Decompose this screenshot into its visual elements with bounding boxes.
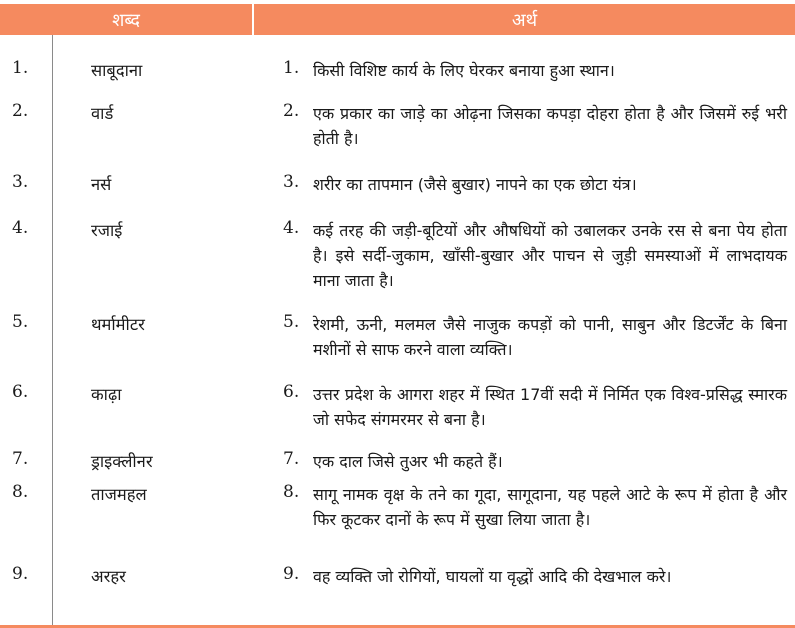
row-number: 7. [12, 449, 29, 469]
meaning-cell: कई तरह की जड़ी-बूटियों और औषधियों को उबालकर उनके रस से बना पेय होता है। इसे सर्दी-जुकाम, खाँसी-बुखार और पाचन से जुड़ी समस्याओं में लाभदायक माना जाता है। [313, 221, 787, 290]
word-cell: ड्राइक्लीनर [91, 452, 153, 471]
word-cell: थर्मामीटर [91, 315, 145, 334]
meaning-number: 5. [283, 312, 300, 332]
row-number: 9. [12, 564, 29, 584]
meaning-number: 7. [283, 449, 300, 469]
meaning-number: 8. [283, 482, 300, 502]
meaning-number: 4. [283, 218, 300, 238]
row-number: 3. [12, 172, 29, 192]
meaning-cell: किसी विशिष्ट कार्य के लिए घेरकर बनाया हुआ स्थान। [313, 61, 615, 80]
meaning-number: 3. [283, 172, 300, 192]
row-number: 8. [12, 482, 29, 502]
meaning-number: 2. [283, 101, 300, 121]
word-cell: नर्स [91, 175, 112, 194]
word-cell: रजाई [91, 221, 123, 240]
table-header [0, 4, 795, 35]
meaning-cell: रेशमी, ऊनी, मलमल जैसे नाजुक कपड़ों को पानी, साबुन और डिटर्जेंट के बिना मशीनों से साफ करने वाला व्यक्ति। [313, 315, 787, 359]
meaning-column-header: अर्थ [511, 9, 538, 31]
row-number: 2. [12, 101, 29, 121]
meaning-cell: एक दाल जिसे तुअर भी कहते हैं। [313, 452, 503, 471]
meaning-number: 9. [283, 564, 300, 584]
word-cell: अरहर [91, 567, 126, 586]
word-cell: काढ़ा [91, 385, 122, 404]
meaning-cell: एक प्रकार का जाड़े का ओढ़ना जिसका कपड़ा दोहरा होता है और जिसमें रुई भरी होती है। [313, 104, 787, 148]
meaning-cell: उत्तर प्रदेश के आगरा शहर में स्थित 17वीं सदी में निर्मित एक विश्व-प्रसिद्ध स्मारक जो सफेद संगमरमर से बना है। [313, 385, 787, 429]
word-column-header: शब्द [112, 9, 140, 31]
meaning-number: 6. [283, 382, 300, 402]
word-cell: वार्ड [91, 104, 114, 123]
column-divider-line [52, 35, 53, 625]
meaning-number: 1. [283, 58, 300, 78]
meaning-cell: वह व्यक्ति जो रोगियों, घायलों या वृद्धों आदि की देखभाल करे। [313, 567, 672, 586]
word-cell: ताजमहल [91, 485, 147, 504]
row-number: 1. [12, 58, 29, 78]
word-cell: साबूदाना [91, 61, 143, 80]
row-number: 6. [12, 382, 29, 402]
row-number: 5. [12, 312, 29, 332]
meaning-cell: शरीर का तापमान (जैसे बुखार) नापने का एक छोटा यंत्र। [313, 175, 637, 194]
row-number: 4. [12, 218, 29, 238]
meaning-cell: सागू नामक वृक्ष के तने का गूदा, सागूदाना, यह पहले आटे के रूप में होता है और फिर कूटकर दानों के रूप में सुखा लिया जाता है। [313, 485, 787, 529]
